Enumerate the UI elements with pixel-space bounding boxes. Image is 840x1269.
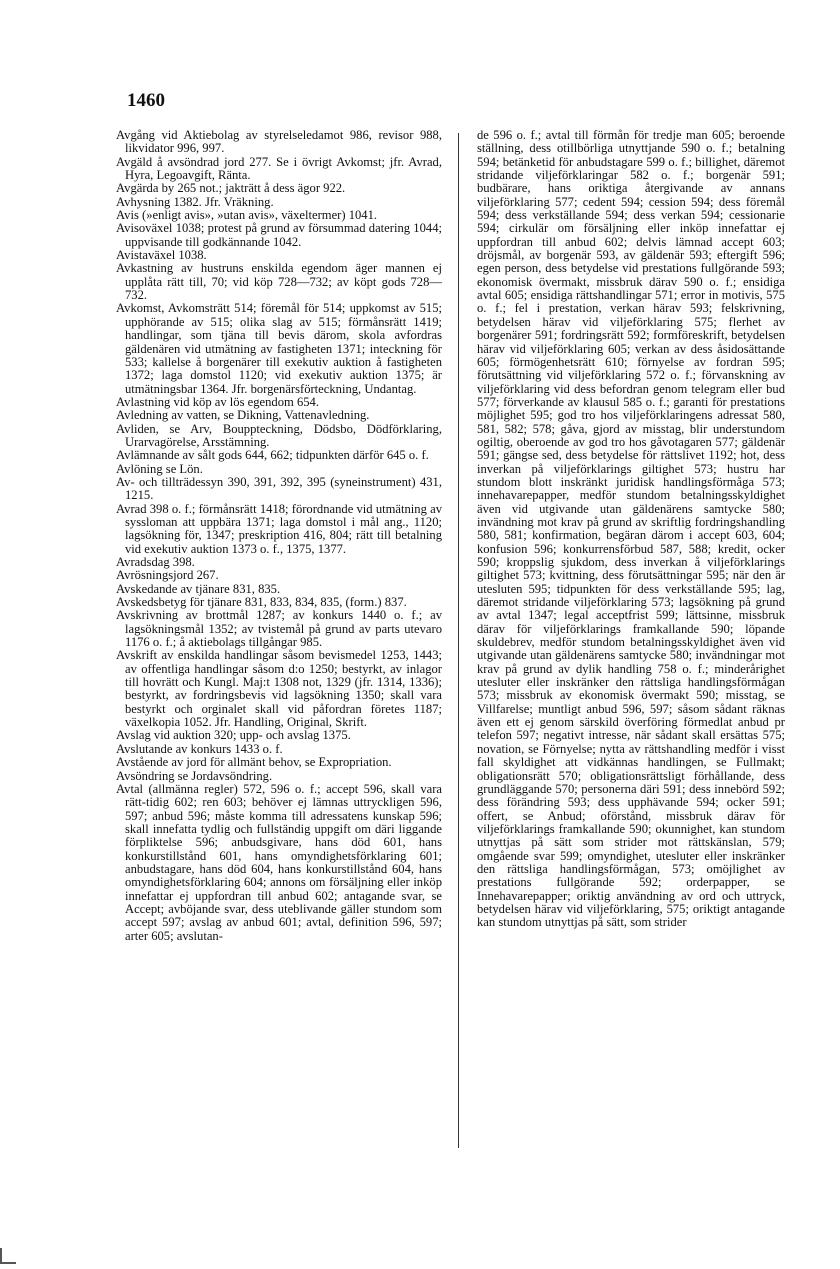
index-entry: Avslutande av konkurs 1433 o. f. <box>116 741 283 756</box>
index-entry: Avslag vid auktion 320; upp- och avslag 1375. <box>116 728 351 743</box>
column-divider <box>458 133 459 1148</box>
index-entry: Avis (»enligt avis», »utan avis», växeltermer) 1041. <box>116 208 378 223</box>
index-column-right <box>477 129 785 930</box>
index-column-left <box>116 129 442 943</box>
index-entry: Avgäld å avsöndrad jord 277. Se i övrigt Avkomst; jfr. Avrad, Hyra, Legoavgift, Ränta. <box>116 154 442 183</box>
index-entry: Avskedsbetyg för tjänare 831, 833, 834, 835, (form.) 837. <box>116 595 407 610</box>
index-entry: Avliden, se Arv, Bouppteckning, Dödsbo, Dödförklaring, Urarvagörelse, Arsstämning. <box>116 421 442 449</box>
index-entry: Avtal (allmänna regler) 572, 596 o. f.; accept 596, skall vara rätt-tidig 602; ren 603; behöver ej lämnas uttryckligen 596, 597; anbud 596; måste komma till adressatens kunskap 596; skall innefatta tydlig och fullständig uppgift om däri liggande förpliktelse 596; anbudsgivare, hans död 601, hans konkurstillstånd 601, hans omyndighetsförklaring 601; anbudstagare, hans död 604, hans konkurstillstånd 604, hans omyndighetsförklaring 604; annons om försäljning eller inköp innefattar ej uppfordran till anbud 602; antagande svar, se Accept; avböjande svar, dess uteblivande gäller stundom som accept 597; avslag av anbud 601; avtal, definition 596, 597; arter 605; avslutan- <box>116 781 442 943</box>
index-entry: Avisoväxel 1038; protest på grund av försummad datering 1044; uppvisande till godkännande 1042. <box>116 221 442 249</box>
index-entry: Avistaväxel 1038. <box>116 248 207 263</box>
index-entry: Avkastning av hustruns enskilda egendom äger mannen ej upplåta rätt till, 70; vid köp 728—732; av köpt gods 728—732. <box>116 261 442 303</box>
index-entry: Avgång vid Aktiebolag av styrelseledamot 986, revisor 988, likvidator 996, 997. <box>116 128 442 156</box>
index-entry: Av- och tillträdessyn 390, 391, 392, 395 (syneinstrument) 431, 1215. <box>116 474 442 503</box>
index-entry: Avskrivning av brottmål 1287; av konkurs 1440 o. f.; av lagsökningsmål 1352; av tvistemål på grund av parts utevaro 1176 o. f.; å aktiebolags tillgångar 985. <box>116 608 442 650</box>
index-entry: Avrad 398 o. f.; förmånsrätt 1418; förordnande vid utmätning av syssloman att uppbära 1371; laga domstol i mål ang., 1120; lagsökning för, 1347; preskription 416, 804; rätt till betalning vid exekutiv auktion 1373 o. f., 1375, 1377. <box>116 501 442 556</box>
index-entry: Avskrift av enskilda handlingar såsom bevismedel 1253, 1443; av offentliga handlingar såsom d:o 1250; bestyrkt, av inlagor till hovrätt och Kungl. Maj:t 1308 not, 1329 (jfr. 1314, 1336); bestyrkt, av fordringsbevis vid lagsökning 1350; skall vara bestyrkt och orginalet skall vid påfordran företes 1187; växelkopia 1052. Jfr. Handling, Original, Skrift. <box>116 648 442 730</box>
index-entry: Avhysning 1382. Jfr. Vräkning. <box>116 194 274 209</box>
page-number: 1460 <box>127 90 165 111</box>
index-entry: Avgärda by 265 not.; jakträtt å dess ägor 922. <box>116 181 346 196</box>
index-entry: Avradsdag 398. <box>116 555 195 569</box>
index-entry: Avledning av vatten, se Dikning, Vattenavledning. <box>116 408 370 423</box>
index-entry: Avlöning se Lön. <box>116 461 203 476</box>
index-entry: Avstående av jord för allmänt behov, se Expropriation. <box>116 755 392 770</box>
scan-corner-mark <box>0 1248 16 1264</box>
index-entry: Avskedande av tjänare 831, 835. <box>116 581 281 596</box>
index-entry-continued: de 596 o. f.; avtal till förmån för tredje man 605; beroende ställning, dess otillbörliga utnyttjande 590 o. f.; betalning 594; betänketid för anbudstagare 599 o. f.; billighet, däremot stridande viljeförklaringar 582 o. f.; borgenär 591; budbärare, hans oriktiga återgivande av annans viljeförklaring 577; cedent 594; cession 594; dess föremål 594; dess verkställande 594; dess verkan 594; cessionarie 594; cirkulär om försäljning eller inköp innefattar ej uppfordran till anbud 602; delvis lämnad accept 603; dröjsmål, av borgenär 593, av gäldenär 593; eftergift 596; egen person, dess betydelse vid prestations fullgörande 593; ekonomisk övermakt, missbruk därav 590 o. f.; ensidiga avtal 605; ensidiga rättshandlingar 571; error in motivis, 575 o. f.; fel i prestation, verkan härav 593; felskrivning, betydelsen härav vid viljeförklaring 575; flerhet av borgenärer 591; fordringsrätt 592; formföreskrift, betydelsen härav vid viljeförklaring 605; verkan av dess åsidosättande 605; förmögenhetsrätt 610; förnyelse av fordran 595; förutsättning vid viljeförklaring 572 o. f.; förvanskning av viljeförklaring vid dess befordran genom telegram eller bud 577; förverkande av klausul 585 o. f.; garanti för prestations möjlighet 595; god tro hos viljeförklaringens adressat 580, 581, 582; 578; gåva, gjord av misstag, blir understundom ogiltig, oberoende av god tro hos gåvotagaren 577; gäldenär 591; gängse sed, dess betydelse för rättslivet 1192; hot, dess inverkan på viljeförklarings giltighet 573; hustru har stundom blott inskränkt juridisk handlingsförmåga 573; innehavarepapper, medför stundom betalningsskyldighet även vid utgivande utan gäldenärens samtycke 580; invändning mot krav på grund av skriftlig fordringshandling 580, 581; konfirmation, begäran därom i accept 603, 604; konfusion 596; konkurrensförbud 587, 588; kredit, ocker 590; kroppslig sjukdom, dess inverkan å viljeförklarings giltighet 573; kvittning, dess förutsättningar 595; när den är utesluten 595; tidpunkten för dess verkställande 595; lag, däremot stridande viljeförklaring 573; lagsökning på grund av avtal 1347; legal acceptfrist 599; lättsinne, missbruk därav för viljeförklarings framkallande 590; löpande skuldebrev, medför stundom betalningsskyldighet även vid utgivande utan gäldenärens samtycke 580; invändningar mot krav på grund av dylik handling 758 o. f.; minderårighet utesluter eller inskränker den rättsliga handlingsförmågan 573; missbruk av ekonomisk övermakt 590; misstag, se Villfarelse; muntligt anbud 596, 597; såsom sådant räknas även ett ej genom särskild överföring förmedlat anbud pr telefon 597; negativt intresse, när sådant skall ersättas 575; novation, se Förnyelse; nytta av rättshandling medför i visst fall skyldighet att vidkännas handlingen, se Fullmakt; obligationsrätt 570; obligationsrättsligt förhållande, dess grundläggande 570; personerna däri 591; dess innebörd 592; dess förändring 593; dess upphävande 594; ocker 591; offert, se Anbud; oförstånd, missbruk därav för viljeförklarings framkallande 590; okunnighet, kan stundom utnyttjas på sätt som strider mot rättskänslan, 579; omgående svar 599; omyndighet, utesluter eller inskränker den rättsliga handlingsförmågan, 573; omöjlighet av prestations fullgörande 592; orderpapper, se Innehavarepapper; oriktig användning av ord och uttryck, betydelsen härav vid viljeförklaring, 575; oriktigt antagande kan stundom utnyttjas på sätt, som strider <box>477 128 785 930</box>
index-entry: Avkomst, Avkomsträtt 514; föremål för 514; uppkomst av 515; upphörande av 515; olika slag av 515; förmånsrätt 1419; handlingar, som tjäna till bevis därom, skola avfordras gäldenären vid utmätning av fastigheten 1371; inteckning för 533; kallelse å borgenärer till exekutiv auktion å fastigheten 1372; laga domstol 1120; vid exekutiv auktion 1375; är utmätningsbar 1364. Jfr. borgenärsförteckning, Undantag. <box>116 301 442 396</box>
index-entry: Avlämnande av sålt gods 644, 662; tidpunkten därför 645 o. f. <box>116 448 429 463</box>
index-entry: Avlastning vid köp av lös egendom 654. <box>116 394 319 409</box>
index-entry: Avsöndring se Jordavsöndring. <box>116 768 273 783</box>
index-entry: Avrösningsjord 267. <box>116 568 219 583</box>
